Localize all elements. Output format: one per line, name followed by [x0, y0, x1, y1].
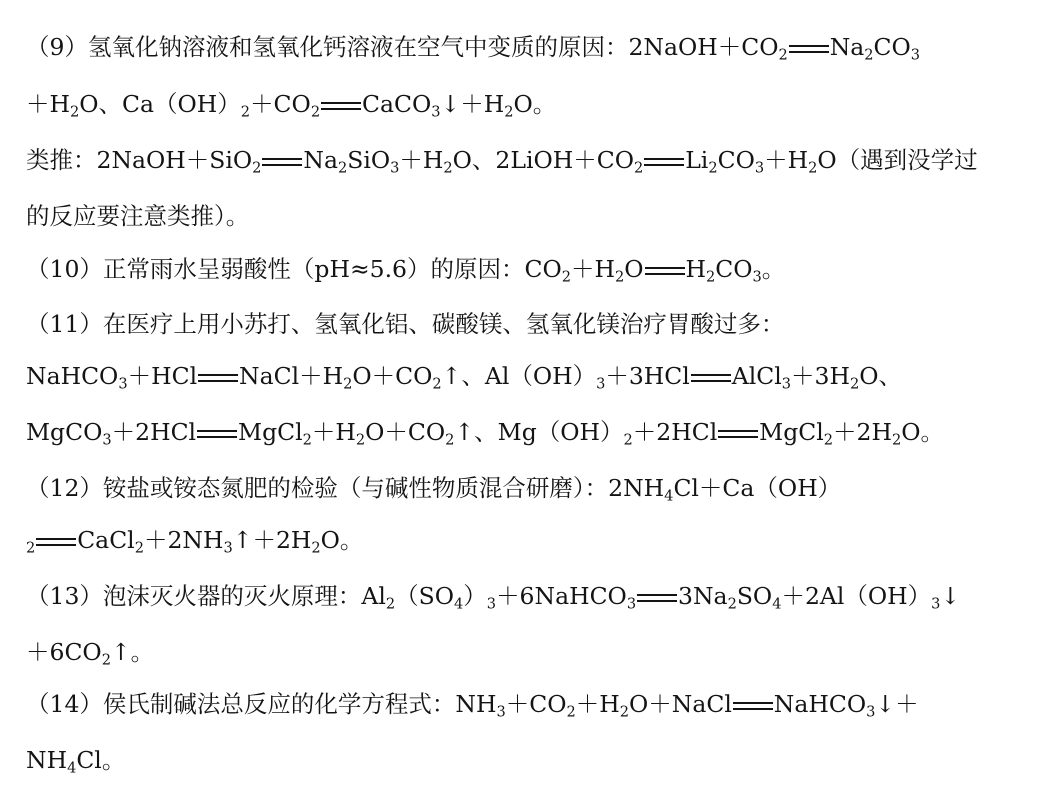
subscript: 3: [596, 375, 606, 393]
text-run: CO: [717, 146, 755, 174]
text-line: [26, 632, 1012, 672]
text-run: CaCO: [362, 90, 432, 118]
text-line: [26, 684, 1012, 724]
text-run: CO: [873, 33, 911, 61]
text-run: NaHCO: [26, 362, 119, 390]
subscript: 2: [101, 651, 111, 669]
reaction-equals-sign: [645, 267, 685, 275]
text-run: Na: [829, 33, 865, 61]
text-run: ↑。: [110, 638, 155, 666]
text-run: ＋6CO: [26, 638, 102, 666]
subscript: 3: [118, 375, 128, 393]
text-run: 。: [761, 255, 786, 283]
text-run: O、2LiOH＋CO: [452, 146, 634, 174]
text-run: O＋NaCl: [629, 690, 732, 718]
text-run: ↓＋: [875, 690, 919, 718]
text-run: ↑、Mg（OH）: [454, 418, 624, 446]
reaction-equals-sign: [197, 430, 237, 438]
text-run: MgCO: [26, 418, 103, 446]
text-run: ＋2NH: [143, 526, 224, 554]
text-run: 的反应要注意类推）。: [26, 202, 250, 230]
subscript: 2: [561, 268, 572, 286]
reaction-equals-sign: [789, 45, 829, 53]
subscript: 2: [343, 375, 353, 393]
text-run: NH: [26, 746, 68, 774]
text-run: SiO: [347, 146, 391, 174]
subscript: 2: [337, 159, 348, 177]
subscript: 4: [67, 759, 77, 777]
subscript: 4: [664, 487, 674, 505]
subscript: 2: [891, 431, 902, 449]
text-line: [26, 304, 1012, 344]
subscript: 2: [615, 268, 625, 286]
text-run: O＋CO: [352, 362, 433, 390]
subscript: 2: [504, 103, 514, 121]
text-run: O、Ca（OH）: [79, 90, 241, 118]
subscript: 2: [708, 159, 718, 177]
text-run: H: [685, 255, 706, 283]
subscript: 2: [706, 268, 716, 286]
reaction-equals-sign: [36, 538, 76, 546]
subscript: 2: [634, 159, 644, 177]
subscript: 3: [496, 703, 506, 721]
subscript: 3: [223, 539, 233, 557]
text-run: O＋CO: [365, 418, 446, 446]
text-run: O、: [859, 362, 902, 390]
subscript: 2: [864, 46, 874, 64]
subscript: 2: [849, 375, 860, 393]
text-line: [26, 249, 1012, 289]
text-line: [26, 468, 1012, 508]
subscript: 2: [823, 431, 834, 449]
text-run: Li: [685, 146, 709, 174]
reaction-equals-sign: [637, 594, 677, 602]
reaction-equals-sign: [198, 374, 238, 382]
text-line: [26, 196, 1012, 236]
text-run: （9）氢氧化钠溶液和氢氧化钙溶液在空气中变质的原因：2NaOH＋CO: [26, 33, 779, 61]
subscript: 3: [431, 103, 441, 121]
subscript: 2: [623, 431, 633, 449]
subscript: 2: [26, 539, 36, 557]
reaction-equals-sign: [644, 158, 684, 166]
text-line: [26, 27, 1012, 67]
subscript: 2: [445, 431, 455, 449]
text-run: ＋2H: [833, 418, 892, 446]
subscript: 2: [443, 159, 453, 177]
subscript: 3: [626, 595, 637, 613]
subscript: 3: [754, 159, 765, 177]
text-run: SO: [736, 582, 773, 610]
text-run: ＋CO: [505, 690, 567, 718]
text-line: [26, 520, 1012, 560]
subscript: 2: [355, 431, 366, 449]
subscript: 2: [70, 103, 80, 121]
text-run: 3Na: [678, 582, 728, 610]
subscript: 2: [778, 46, 788, 64]
text-run: ）: [463, 582, 487, 610]
text-line: [26, 740, 1012, 780]
text-run: 类推：2NaOH＋SiO: [26, 146, 253, 174]
subscript: 2: [432, 375, 442, 393]
subscript: 2: [808, 159, 818, 177]
text-run: NaCl＋H: [239, 362, 344, 390]
subscript: 2: [727, 595, 737, 613]
reaction-equals-sign: [733, 702, 773, 710]
text-run: MgCl: [759, 418, 824, 446]
reaction-equals-sign: [321, 102, 361, 110]
text-run: NaHCO: [773, 690, 867, 718]
text-run: （SO: [395, 582, 455, 610]
text-run: ＋CO: [250, 90, 311, 118]
subscript: 2: [310, 103, 321, 121]
subscript: 3: [102, 431, 112, 449]
text-run: ＋H: [571, 255, 616, 283]
text-line: [26, 356, 1012, 396]
text-line: [26, 576, 1012, 616]
subscript: 2: [240, 103, 251, 121]
text-run: ＋H: [764, 146, 809, 174]
text-run: （10）正常雨水呈弱酸性（pH≈5.6）的原因：CO: [26, 255, 562, 283]
text-run: （13）泡沫灭火器的灭火原理：Al: [26, 582, 386, 610]
reaction-equals-sign: [691, 374, 731, 382]
reaction-equals-sign: [262, 158, 302, 166]
subscript: 4: [772, 595, 782, 613]
text-run: ＋HCl: [127, 362, 198, 390]
text-run: Cl＋Ca（OH）: [673, 474, 842, 502]
text-run: ＋H: [399, 146, 444, 174]
text-run: O。: [901, 418, 945, 446]
text-run: ＋3H: [791, 362, 850, 390]
text-run: ↑＋2H: [232, 526, 312, 554]
text-run: ＋6NaHCO: [496, 582, 627, 610]
text-run: ＋2HCl: [632, 418, 718, 446]
text-run: （11）在医疗上用小苏打、氢氧化铝、碳酸镁、氢氧化镁治疗胃酸过多：: [26, 310, 785, 338]
subscript: 3: [931, 595, 941, 613]
subscript: 3: [752, 268, 762, 286]
text-run: ↓＋H: [440, 90, 505, 118]
subscript: 3: [910, 46, 921, 64]
text-run: （12）铵盐或铵态氮肥的检验（与碱性物质混合研磨）：2NH: [26, 474, 665, 502]
text-run: Cl。: [76, 746, 126, 774]
subscript: 2: [302, 431, 312, 449]
subscript: 2: [385, 595, 396, 613]
subscript: 2: [566, 703, 576, 721]
text-run: ＋H: [575, 690, 620, 718]
text-run: CaCl: [77, 526, 135, 554]
text-run: O: [624, 255, 644, 283]
subscript: 3: [781, 375, 791, 393]
text-run: ＋3HCl: [605, 362, 690, 390]
text-run: AlCl: [731, 362, 782, 390]
text-run: （14）侯氏制碱法总反应的化学方程式：NH: [26, 690, 497, 718]
subscript: 3: [866, 703, 876, 721]
text-run: ＋2Al（OH）: [781, 582, 932, 610]
subscript: 2: [619, 703, 630, 721]
text-run: MgCl: [238, 418, 303, 446]
text-run: ＋2HCl: [111, 418, 197, 446]
subscript: 2: [311, 539, 321, 557]
text-line: [26, 140, 1012, 180]
text-line: [26, 412, 1012, 452]
text-run: ＋H: [26, 90, 70, 118]
text-run: ↓: [940, 582, 961, 610]
text-run: Na: [303, 146, 338, 174]
text-line: [26, 84, 1012, 124]
subscript: 3: [486, 595, 497, 613]
subscript: 3: [390, 159, 400, 177]
subscript: 2: [252, 159, 262, 177]
text-run: O。: [320, 526, 364, 554]
subscript: 4: [454, 595, 464, 613]
reaction-equals-sign: [718, 430, 758, 438]
text-run: O。: [513, 90, 557, 118]
text-run: O（遇到没学过: [817, 146, 978, 174]
text-run: CO: [715, 255, 753, 283]
text-run: ↑、Al（OH）: [441, 362, 597, 390]
text-run: ＋H: [311, 418, 356, 446]
subscript: 2: [134, 539, 144, 557]
